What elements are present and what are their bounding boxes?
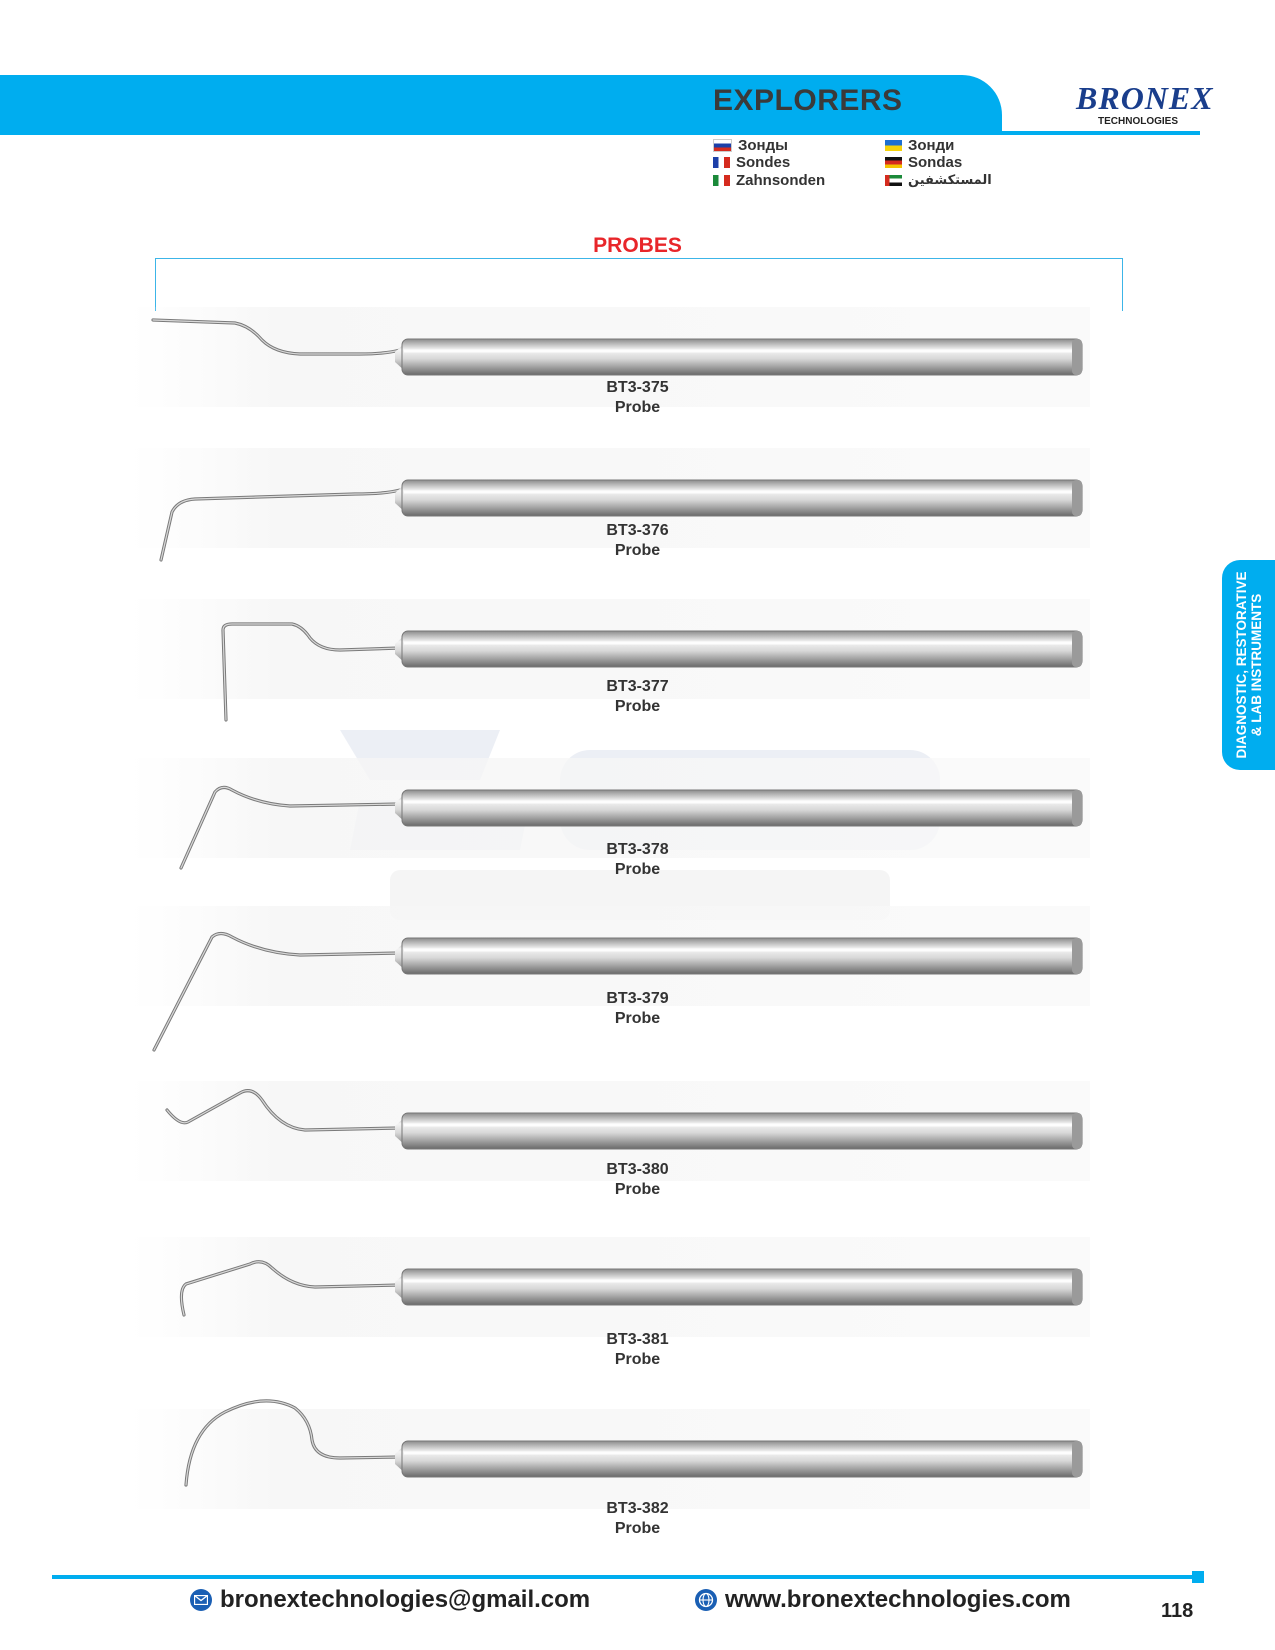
footer-email[interactable]	[190, 1586, 590, 1614]
product-label	[0, 840, 1275, 880]
language-label: Zahnsonden	[736, 172, 826, 189]
product-code: BT3-380	[606, 1161, 669, 1178]
language-label: Зонди	[908, 137, 955, 154]
logo-subtext: TECHNOLOGIES	[1098, 116, 1179, 127]
product-label	[0, 989, 1275, 1029]
product-code: BT3-377	[606, 678, 669, 695]
side-category-label: DIAGNOSTIC, RESTORATIVE & LAB INSTRUMENTS	[1233, 571, 1264, 759]
product-name: Probe	[614, 1520, 661, 1537]
globe-icon	[695, 1589, 717, 1611]
product-code: BT3-376	[606, 522, 669, 539]
website-text[interactable]: www.bronextechnologies.com	[725, 1586, 1071, 1613]
product-label	[0, 1330, 1275, 1370]
probe-instrument	[130, 1401, 1090, 1509]
product-label	[0, 378, 1275, 418]
language-label: Sondes	[736, 154, 791, 171]
product-code: BT3-382	[606, 1500, 669, 1517]
product-name: Probe	[614, 1181, 661, 1198]
page-number: 118	[1161, 1600, 1194, 1622]
page-title: EXPLORERS	[713, 84, 903, 117]
product-name: Probe	[614, 861, 661, 878]
product-name: Probe	[614, 698, 661, 715]
product-code: BT3-379	[606, 990, 669, 1007]
product-name: Probe	[614, 542, 661, 559]
product-code: BT3-381	[606, 1331, 669, 1348]
footer-line	[52, 1575, 1199, 1579]
language-label: Sondas	[908, 154, 963, 171]
product-name: Probe	[614, 1351, 661, 1368]
product-code: BT3-375	[606, 379, 669, 396]
section-title: PROBES	[593, 234, 682, 257]
language-label: Зонды	[738, 137, 788, 154]
product-label	[0, 1160, 1275, 1200]
footer-line-end	[1192, 1571, 1204, 1583]
product-label	[0, 1499, 1275, 1539]
product-name: Probe	[614, 399, 661, 416]
language-label: المستكشفين	[908, 172, 992, 187]
email-icon	[190, 1589, 212, 1611]
product-code: BT3-378	[606, 841, 669, 858]
product-label	[0, 521, 1275, 561]
probe-instrument	[130, 1237, 1090, 1337]
email-text[interactable]: bronextechnologies@gmail.com	[220, 1586, 591, 1613]
product-name: Probe	[614, 1010, 661, 1027]
logo-wordmark: BRONEX	[1076, 80, 1214, 116]
footer-website[interactable]	[695, 1586, 1071, 1614]
product-label	[0, 677, 1275, 717]
